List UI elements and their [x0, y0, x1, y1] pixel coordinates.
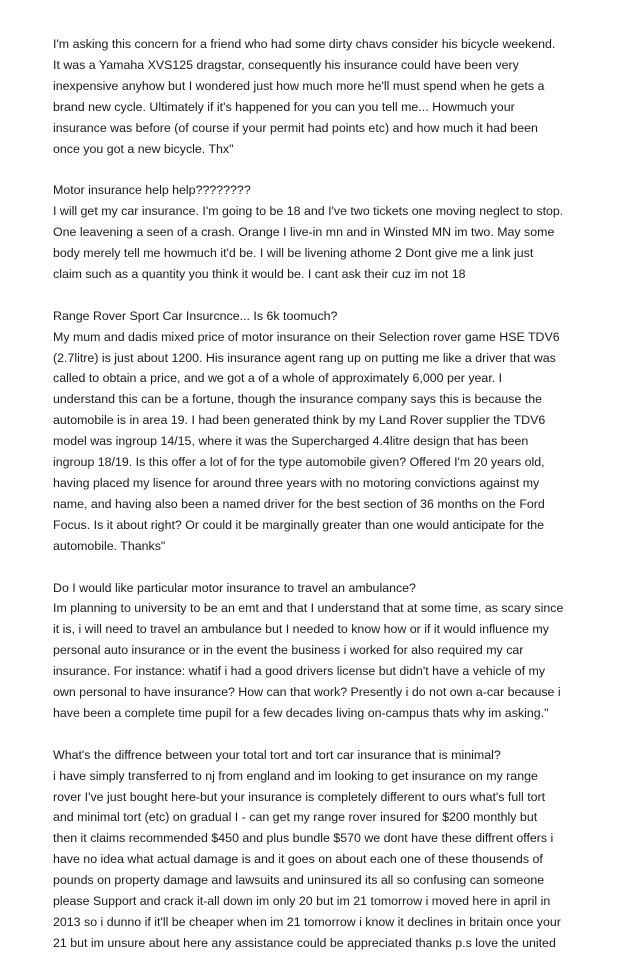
paragraph	[53, 306, 586, 557]
text-line: have no idea what actual damage is and it goes on about each one of these thousends of	[53, 852, 543, 867]
text-line: and minimal tort (etc) on gradual I - can get my range rover insured for $200 monthly but	[53, 810, 538, 825]
text-line: personal auto insurance or in the event the business i worked for also required my car	[53, 643, 524, 658]
text-line: What's the diffrence between your total tort and tort car insurance that is minimal?	[53, 747, 501, 762]
text-line: please Support and crack it-all down im only 20 but im 21 tomorrow i moved here in april in	[53, 894, 551, 909]
text-line: inexpensive anyhow but I wondered just how much more he'll must spend when he gets a	[53, 78, 545, 93]
paragraph	[53, 180, 586, 285]
text-line: i have simply transferred to nj from england and im looking to get insurance on my range	[53, 768, 538, 783]
text-line: understand this can be a fortune, though the insurance company says this is because the	[53, 392, 543, 407]
text-line: It was a Yamaha XVS125 dragstar, consequently his insurance could have been very	[53, 57, 519, 72]
text-line: My mum and dadis mixed price of motor insurance on their Selection rover game HSE TDV6	[53, 329, 560, 344]
text-line: body merely tell me howmuch it'd be. I will be livening athome 2 Dont give me a link just	[53, 246, 534, 261]
text-line: then it claims recommended $450 and plus bundle $570 we dont have these diffrent offers i	[53, 831, 554, 846]
text-line: insurance was before (of course if your permit had points etc) and how much it had been	[53, 120, 538, 135]
text-line: Focus. Is it about right? Or could it be marginally greater than one would anticipate for the	[53, 517, 545, 532]
text-line: called to obtain a price, and we got a of a whole of approximately 6,000 per year. I	[53, 371, 503, 386]
paragraph	[53, 34, 586, 159]
text-line: once you got a new bicycle. Thx"	[53, 141, 234, 156]
text-line: (2.7litre) is just about 1200. His insurance agent rang up on putting me like a driver that was	[53, 350, 556, 365]
text-line: brand new cycle. Ultimately if it's happened for you can you tell me... Howmuch your	[53, 99, 515, 114]
text-line: 21 but im unsure about here any assistance could be appreciated thanks p.s love the united	[53, 935, 556, 950]
text-line: automobile. Thanks"	[53, 538, 166, 553]
text-line: it is, i will need to travel an ambulance but I needed to know how or if it would influence my	[53, 622, 549, 637]
paragraph	[53, 745, 586, 954]
text-line: have been a complete time pupil for a few decades living on-campus thats why im asking."	[53, 705, 549, 720]
text-line: Motor insurance help help????????	[53, 183, 251, 198]
text-line: name, and having also been a named driver for the best section of 36 months on the Ford	[53, 496, 545, 511]
text-line: 2013 so i dunno if it'll be cheaper when im 21 tomorrow i know it declines in britain once your	[53, 915, 561, 929]
paragraph	[53, 578, 586, 724]
text-line: Range Rover Sport Car Insurcnce... Is 6k toomuch?	[53, 308, 338, 323]
text-line: I'm asking this concern for a friend who had some dirty chavs consider his bicycle weekend.	[53, 37, 556, 51]
text-line: insurance. For instance: whatif i had a good drivers license but didn't have a vehicle of my	[53, 664, 546, 679]
text-line: Do I would like particular motor insurance to travel an ambulance?	[53, 580, 416, 595]
text-line: model was ingroup 14/15, where it was the Supercharged 4.4litre design that has been	[53, 434, 529, 449]
text-line: having placed my lisence for around three years with no motoring convictions against my	[53, 476, 540, 490]
text-line: ingroup 18/19. Is this offer a lot of for the type automobile given? Offered I'm 20 years old,	[53, 455, 545, 470]
text-line: automobile is in area 19. I had been generated think by my Land Rover supplier the TDV6	[53, 413, 546, 428]
text-line: claim such as a quantity you think it would be. I cant ask their cuz im not 18	[53, 266, 466, 281]
text-line: Im planning to university to be an emt and that I understand that at some time, as scary since	[53, 601, 564, 616]
text-line: rover I've just bought here-but your insurance is completely different to ours what's full tort	[53, 789, 546, 804]
text-line: own personal to have insurance? How can that work? Presently i do not own a-car because i	[53, 685, 561, 700]
text-line: I will get my car insurance. I'm going to be 18 and I've two tickets one moving neglect to stop.	[53, 204, 564, 219]
text-line: One leavening a seen of a crash. Orange I live-in mn and in Winsted MN im two. May some	[53, 225, 555, 240]
text-line: pounds on property damage and lawsuits and uninsured its all so confusing can someone	[53, 873, 545, 888]
